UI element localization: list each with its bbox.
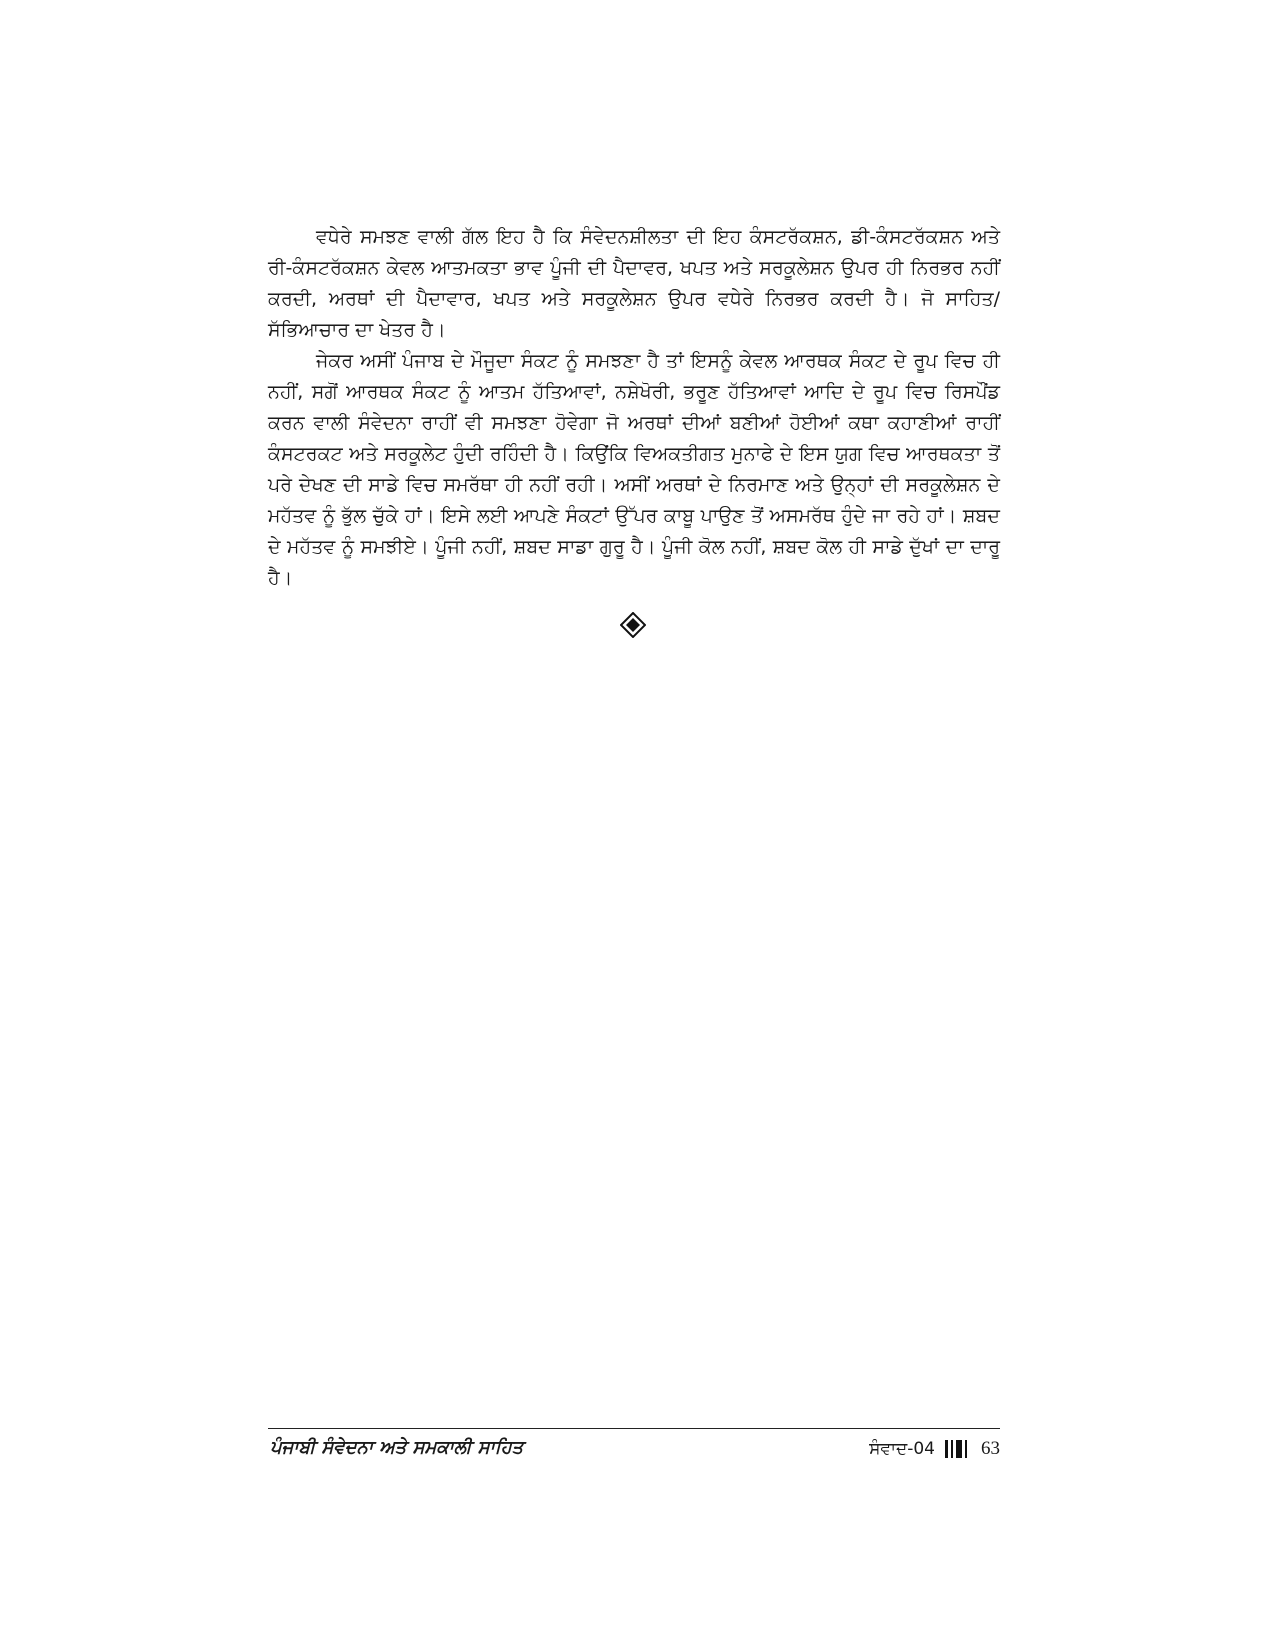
footer-divider [268, 1428, 1000, 1429]
page-number: 63 [981, 1438, 1000, 1459]
barcode-bars-icon [945, 1440, 967, 1458]
paragraph-1: ਵਧੇਰੇ ਸਮਝਣ ਵਾਲੀ ਗੱਲ ਇਹ ਹੈ ਕਿ ਸੰਵੇਦਨਸ਼ੀਲਤਾ ਦੀ ਇਹ ਕੰਸਟਰੱਕਸ਼ਨ, ਡੀ-ਕੰਸਟਰੱਕਸ਼ਨ ਅਤੇ ਰੀ-ਕੰਸਟਰੱਕਸ਼ਨ ਕੇਵਲ ਆਤਮਕਤਾ ਭਾਵ ਪੂੰਜੀ ਦੀ ਪੈਦਾਵਰ, ਖਪਤ ਅਤੇ ਸਰਕੂਲੇਸ਼ਨ ਉਪਰ ਹੀ ਨਿਰਭਰ ਨਹੀਂ ਕਰਦੀ, ਅਰਥਾਂ ਦੀ ਪੈਦਾਵਾਰ, ਖਪਤ ਅਤੇ ਸਰਕੂਲੇਸ਼ਨ ਉਪਰ ਵਧੇਰੇ ਨਿਰਭਰ ਕਰਦੀ ਹੈ। ਜੋ ਸਾਹਿਤ/ਸੱਭਿਆਚਾਰ ਦਾ ਖੇਤਰ ਹੈ। [268, 226, 1000, 341]
paragraph-2: ਜੇਕਰ ਅਸੀਂ ਪੰਜਾਬ ਦੇ ਮੌਜੂਦਾ ਸੰਕਟ ਨੂੰ ਸਮਝਣਾ ਹੈ ਤਾਂ ਇਸਨੂੰ ਕੇਵਲ ਆਰਥਕ ਸੰਕਟ ਦੇ ਰੂਪ ਵਿਚ ਹੀ ਨਹੀਂ, ਸਗੋਂ ਆਰਥਕ ਸੰਕਟ ਨੂੰ ਆਤਮ ਹੱਤਿਆਵਾਂ, ਨਸ਼ੇਖੋਰੀ, ਭਰੂਣ ਹੱਤਿਆਵਾਂ ਆਦਿ ਦੇ ਰੂਪ ਵਿਚ ਰਿਸਪੌਂਡ ਕਰਨ ਵਾਲੀ ਸੰਵੇਦਨਾ ਰਾਹੀਂ ਵੀ ਸਮਝਣਾ ਹੋਵੇਗਾ ਜੋ ਅਰਥਾਂ ਦੀਆਂ ਬਣੀਆਂ ਹੋਈਆਂ ਕਥਾ ਕਹਾਣੀਆਂ ਰਾਹੀਂ ਕੰਸਟਰਕਟ ਅਤੇ ਸਰਕੂਲੇਟ ਹੁੰਦੀ ਰਹਿੰਦੀ ਹੈ। ਕਿਉਂਕਿ ਵਿਅਕਤੀਗਤ ਮੁਨਾਫੇ ਦੇ ਇਸ ਯੁਗ ਵਿਚ ਆਰਥਕਤਾ ਤੋਂ ਪਰੇ ਦੇਖਣ ਦੀ ਸਾਡੇ ਵਿਚ ਸਮਰੱਥਾ ਹੀ ਨਹੀਂ ਰਹੀ। ਅਸੀਂ ਅਰਥਾਂ ਦੇ ਨਿਰਮਾਣ ਅਤੇ ਉਨ੍ਹਾਂ ਦੀ ਸਰਕੂਲੇਸ਼ਨ ਦੇ ਮਹੱਤਵ ਨੂੰ ਭੁੱਲ ਚੁੱਕੇ ਹਾਂ। ਇਸੇ ਲਈ ਆਪਣੇ ਸੰਕਟਾਂ ਉੱਪਰ ਕਾਬੂ ਪਾਉਣ ਤੋਂ ਅਸਮਰੱਥ ਹੁੰਦੇ ਜਾ ਰਹੇ ਹਾਂ। ਸ਼ਬਦ ਦੇ ਮਹੱਤਵ ਨੂੰ ਸਮਝੀਏ। ਪੂੰਜੀ ਨਹੀਂ, ਸ਼ਬਦ ਸਾਡਾ ਗੁਰੂ ਹੈ। ਪੂੰਜੀ ਕੋਲ ਨਹੀਂ, ਸ਼ਬਦ ਕੋਲ ਹੀ ਸਾਡੇ ਦੁੱਖਾਂ ਦਾ ਦਾਰੂ ਹੈ। [268, 350, 1000, 589]
footer-book-title: ਪੰਜਾਬੀ ਸੰਵੇਦਨਾ ਅਤੇ ਸਮਕਾਲੀ ਸਾਹਿਤ [270, 1437, 524, 1458]
page-body [268, 222, 1000, 594]
diamond-ornament-icon [620, 612, 646, 638]
issue-label: ਸੰਵਾਦ-04 [869, 1439, 935, 1459]
footer-issue-info [869, 1438, 1000, 1460]
